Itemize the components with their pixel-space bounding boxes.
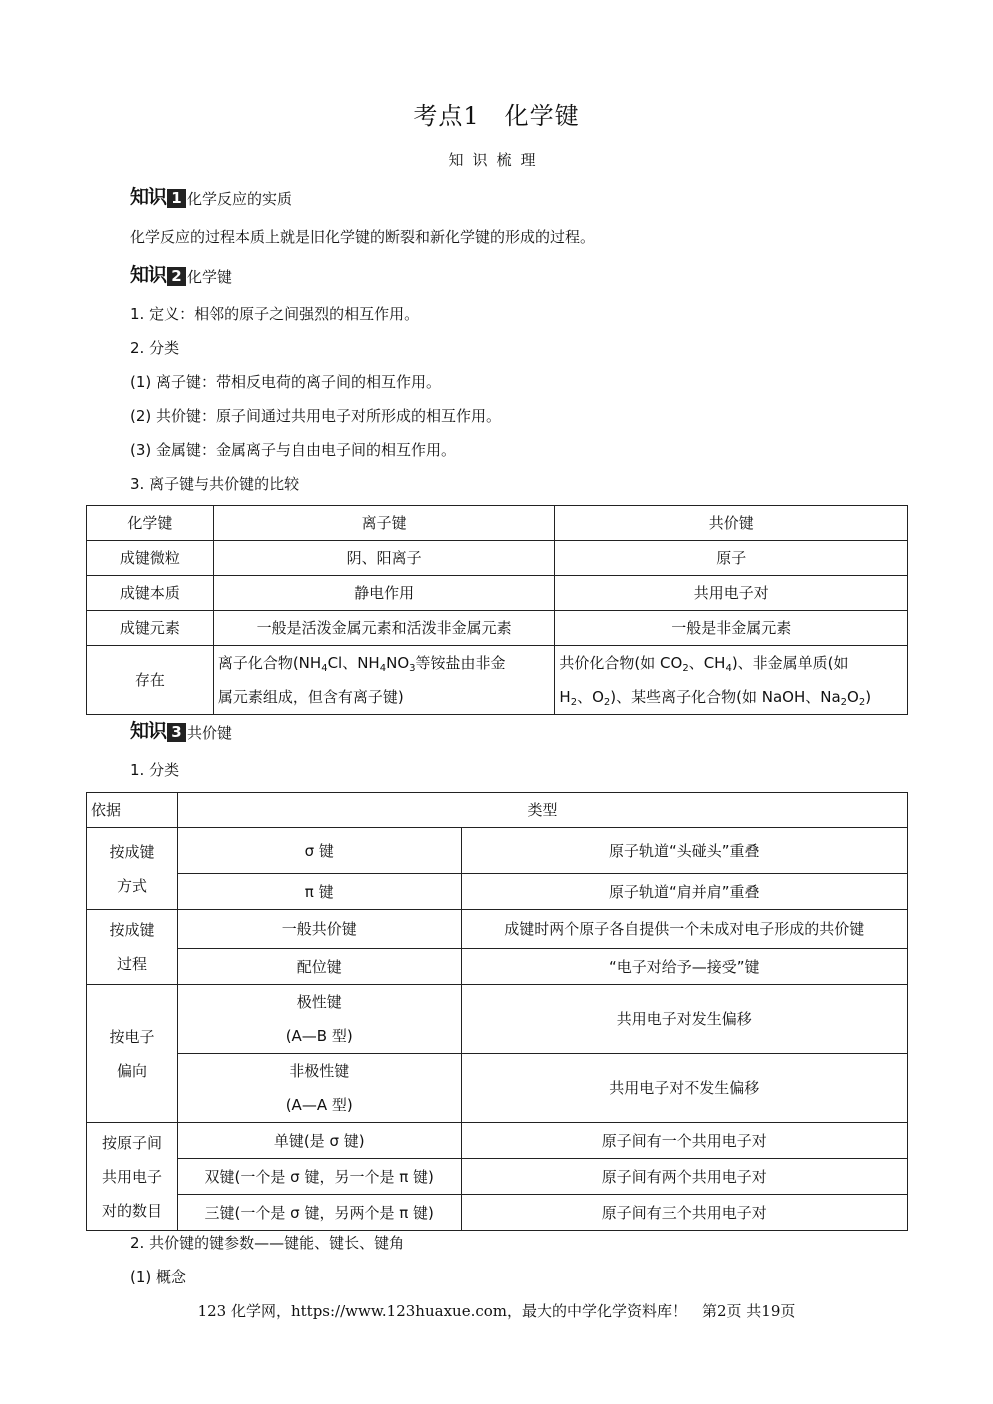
table-cell: 原子 <box>555 541 908 576</box>
table-cell: 三键(一个是 σ 键，另两个是 π 键) <box>177 1195 461 1231</box>
list-item: 1. 定义：相邻的原子之间强烈的相互作用。 <box>130 305 420 323</box>
table-row <box>87 910 908 949</box>
table-cell: 一般是活泼金属元素和活泼非金属元素 <box>213 611 555 646</box>
table-row <box>87 793 908 828</box>
knowledge-1-label: 化学反应的实质 <box>187 190 293 208</box>
list-item: 1. 分类 <box>130 761 180 779</box>
table-cell: 一般共价键 <box>177 910 461 949</box>
table-row <box>87 985 908 1054</box>
table-cell: 非极性键 (A—A 型) <box>177 1054 461 1123</box>
table-cell: 成键本质 <box>87 576 214 611</box>
table-row <box>87 949 908 985</box>
table-cell: 原子间有两个共用电子对 <box>461 1159 907 1195</box>
table-row <box>87 506 908 541</box>
table-group-label: 按原子间 共用电子 对的数目 <box>87 1123 178 1231</box>
covalent-classification-table <box>86 792 908 1231</box>
section-subtitle: 知识梳理 <box>448 151 545 169</box>
knowledge-2-heading <box>130 260 232 287</box>
table-header-cell: 依据 <box>87 793 178 828</box>
table-cell: 双键(一个是 σ 键，另一个是 π 键) <box>177 1159 461 1195</box>
list-item: 3. 离子键与共价键的比较 <box>130 475 300 493</box>
list-item: (1) 概念 <box>130 1268 187 1286</box>
table-row <box>87 611 908 646</box>
table-cell: 原子轨道“头碰头”重叠 <box>461 828 907 874</box>
table-cell-ionic-existence: 离子化合物($NH_4Cl$、$NH_4NO_3$等铵盐由非金 属元素组成，但含有离子键) <box>213 646 555 715</box>
knowledge-3-heading <box>130 716 232 743</box>
table-cell: π 键 <box>177 874 461 910</box>
table-cell: 极性键 (A—B 型) <box>177 985 461 1054</box>
table-cell: 存在 <box>87 646 214 715</box>
knowledge-1-heading <box>130 182 292 209</box>
table-cell: “电子对给予—接受”键 <box>461 949 907 985</box>
knowledge-3-label: 共价键 <box>187 724 233 742</box>
table-cell: 共用电子对不发生偏移 <box>461 1054 907 1123</box>
page-title: 考点1 化学键 <box>413 102 580 130</box>
table-cell: 共用电子对发生偏移 <box>461 985 907 1054</box>
table-cell: 原子轨道“肩并肩”重叠 <box>461 874 907 910</box>
table-cell-covalent-existence: 共价化合物(如 $CO_2$、$CH_4$)、非金属单质(如 $H_2$、$O_2$)、某些离子化合物(如 NaOH、$Na_2O_2$) <box>555 646 908 715</box>
table-row <box>87 576 908 611</box>
table-row <box>87 646 908 715</box>
knowledge-badge: 知识 1 <box>130 182 186 209</box>
table-cell: 一般是非金属元素 <box>555 611 908 646</box>
knowledge-badge: 知识 3 <box>130 716 186 743</box>
table-header-cell: 共价键 <box>555 506 908 541</box>
table-cell: 原子间有一个共用电子对 <box>461 1123 907 1159</box>
knowledge-2-label: 化学键 <box>187 268 233 286</box>
list-item: 2. 分类 <box>130 339 180 357</box>
table-cell: 共用电子对 <box>555 576 908 611</box>
page-footer: 123 化学网，https://www.123huaxue.com，最大的中学化学资料库！ 第2页 共19页 <box>197 1302 796 1320</box>
table-row <box>87 1123 908 1159</box>
list-item: (3) 金属键：金属离子与自由电子间的相互作用。 <box>130 441 457 459</box>
list-item: (2) 共价键：原子间通过共用电子对所形成的相互作用。 <box>130 407 502 425</box>
table-row <box>87 541 908 576</box>
table-row <box>87 1195 908 1231</box>
table-cell: 静电作用 <box>213 576 555 611</box>
table-header-cell: 离子键 <box>213 506 555 541</box>
table-row <box>87 828 908 874</box>
table-header-cell: 化学键 <box>87 506 214 541</box>
table-header-cell: 类型 <box>177 793 907 828</box>
table-cell: σ 键 <box>177 828 461 874</box>
table-group-label: 按电子 偏向 <box>87 985 178 1123</box>
table-cell: 成键微粒 <box>87 541 214 576</box>
table-cell: 成键元素 <box>87 611 214 646</box>
table-cell: 单键(是 σ 键) <box>177 1123 461 1159</box>
table-row <box>87 1054 908 1123</box>
table-cell: 阴、阳离子 <box>213 541 555 576</box>
paragraph: 化学反应的过程本质上就是旧化学键的断裂和新化学键的形成的过程。 <box>130 228 596 246</box>
table-group-label: 按成键 方式 <box>87 828 178 910</box>
table-cell: 配位键 <box>177 949 461 985</box>
knowledge-badge: 知识 2 <box>130 260 186 287</box>
table-row <box>87 874 908 910</box>
table-group-label: 按成键 过程 <box>87 910 178 985</box>
bond-comparison-table <box>86 505 908 715</box>
table-row <box>87 1159 908 1195</box>
list-item: (1) 离子键：带相反电荷的离子间的相互作用。 <box>130 373 442 391</box>
table-cell: 成键时两个原子各自提供一个未成对电子形成的共价键 <box>461 910 907 949</box>
list-item: 2. 共价键的键参数——键能、键长、键角 <box>130 1234 405 1252</box>
table-cell: 原子间有三个共用电子对 <box>461 1195 907 1231</box>
